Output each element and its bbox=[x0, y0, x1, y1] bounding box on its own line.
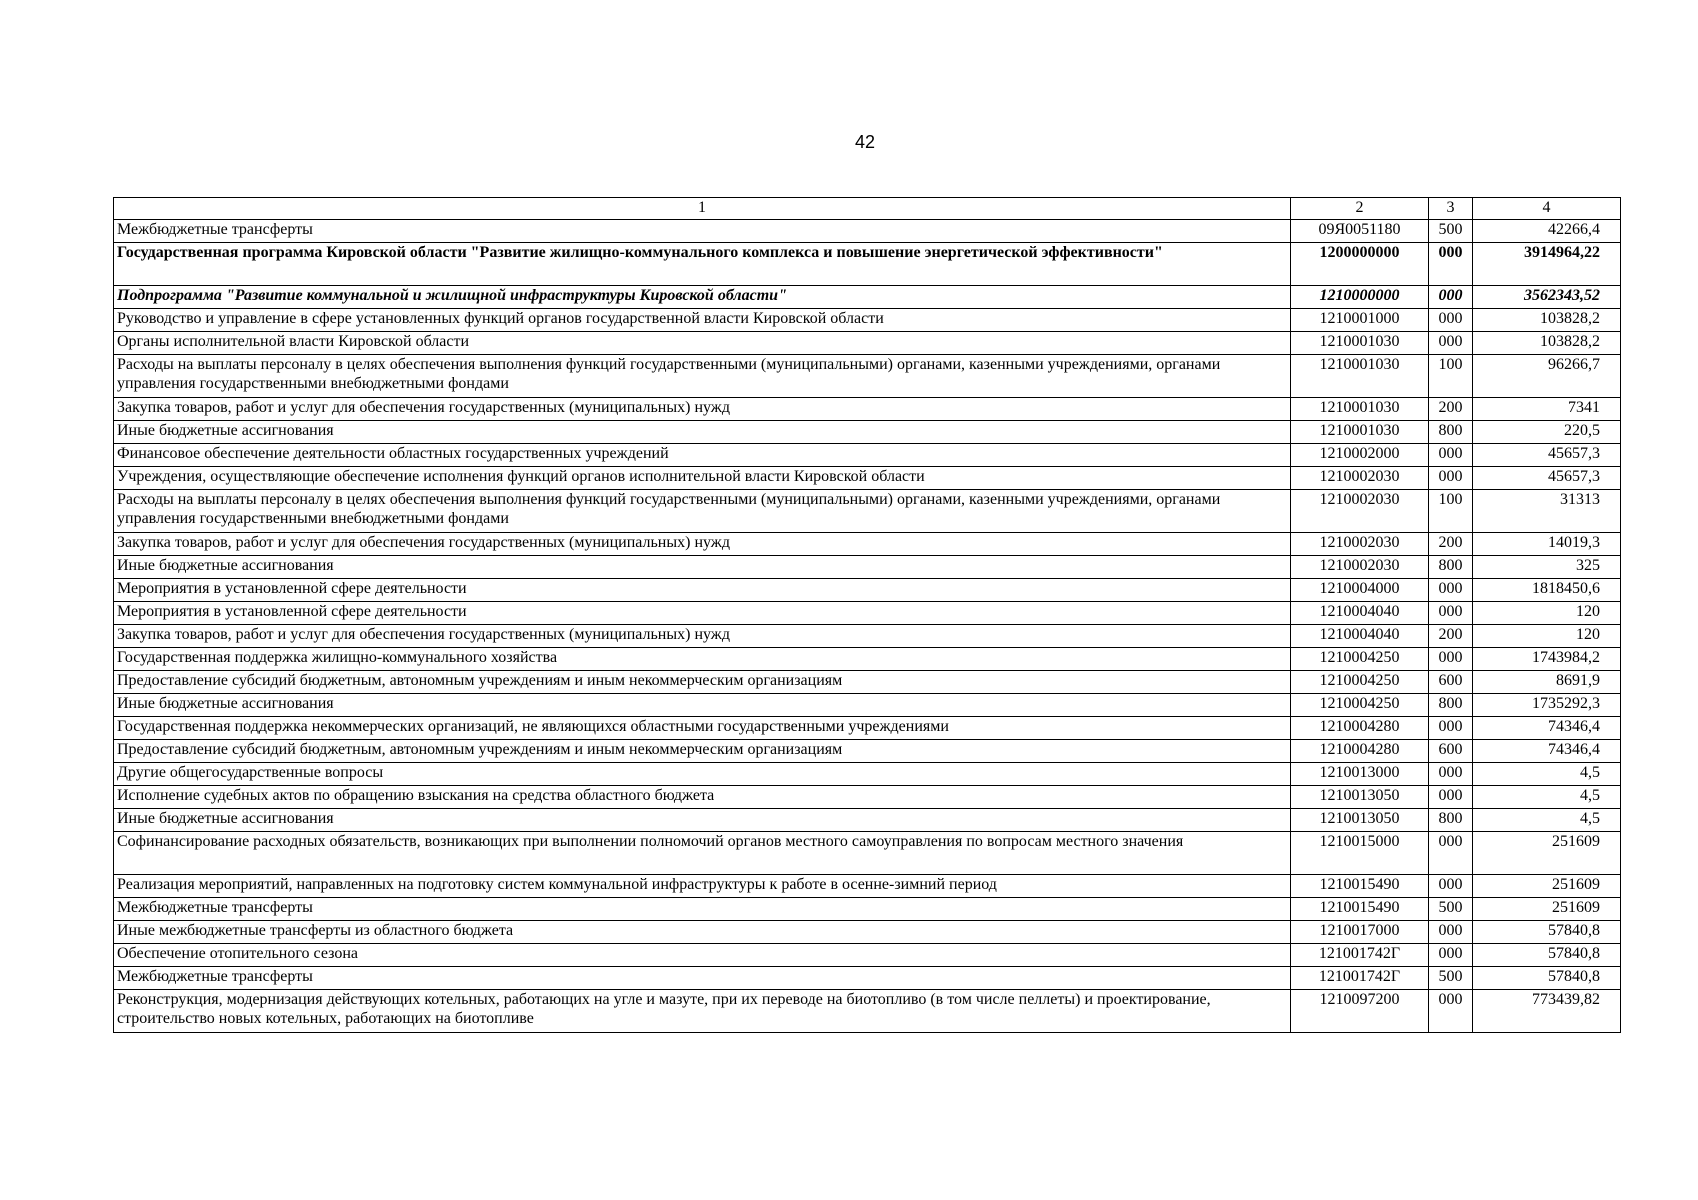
row-sum-cell: 1743984,2 bbox=[1473, 648, 1621, 671]
table-row bbox=[114, 243, 1621, 286]
row-code-cell: 1210013050 bbox=[1291, 809, 1429, 832]
row-name-cell: Межбюджетные трансферты bbox=[114, 220, 1291, 243]
row-code-cell: 1200000000 bbox=[1291, 243, 1429, 286]
row-code-cell: 1210015490 bbox=[1291, 898, 1429, 921]
row-sum-cell: 773439,82 bbox=[1473, 990, 1621, 1033]
row-type-cell: 500 bbox=[1429, 220, 1473, 243]
header-cell-name: 1 bbox=[114, 198, 1291, 220]
row-type-cell: 600 bbox=[1429, 740, 1473, 763]
row-code-cell: 1210004250 bbox=[1291, 694, 1429, 717]
row-sum-cell: 120 bbox=[1473, 625, 1621, 648]
row-sum-cell: 103828,2 bbox=[1473, 332, 1621, 355]
row-code-cell: 1210001030 bbox=[1291, 355, 1429, 398]
row-code-cell: 1210002030 bbox=[1291, 467, 1429, 490]
row-name-cell: Реконструкция, модернизация действующих котельных, работающих на угле и мазуте, при их переводе на биотопливо (в том числе пеллеты) и проектирование, строительство новых котельных, работающих на биотопливе bbox=[114, 990, 1291, 1033]
row-name-cell: Органы исполнительной власти Кировской области bbox=[114, 332, 1291, 355]
table-row bbox=[114, 990, 1621, 1033]
row-sum-cell: 57840,8 bbox=[1473, 944, 1621, 967]
row-name-cell: Подпрограмма "Развитие коммунальной и жилищной инфраструктуры Кировской области" bbox=[114, 286, 1291, 309]
row-code-cell: 121001742Г bbox=[1291, 967, 1429, 990]
row-sum-cell: 7341 bbox=[1473, 398, 1621, 421]
header-cell-type: 3 bbox=[1429, 198, 1473, 220]
row-type-cell: 000 bbox=[1429, 786, 1473, 809]
row-name-cell: Мероприятия в установленной сфере деятельности bbox=[114, 579, 1291, 602]
row-name-cell: Реализация мероприятий, направленных на подготовку систем коммунальной инфраструктуры к работе в осенне-зимний период bbox=[114, 875, 1291, 898]
row-code-cell: 1210004040 bbox=[1291, 625, 1429, 648]
row-name-cell: Руководство и управление в сфере установленных функций органов государственной власти Кировской области bbox=[114, 309, 1291, 332]
row-sum-cell: 120 bbox=[1473, 602, 1621, 625]
row-type-cell: 600 bbox=[1429, 671, 1473, 694]
row-sum-cell: 57840,8 bbox=[1473, 921, 1621, 944]
row-sum-cell: 3562343,52 bbox=[1473, 286, 1621, 309]
row-name-cell: Межбюджетные трансферты bbox=[114, 967, 1291, 990]
table-row bbox=[114, 421, 1621, 444]
row-type-cell: 800 bbox=[1429, 556, 1473, 579]
row-type-cell: 800 bbox=[1429, 694, 1473, 717]
row-code-cell: 1210000000 bbox=[1291, 286, 1429, 309]
row-name-cell: Закупка товаров, работ и услуг для обеспечения государственных (муниципальных) нужд bbox=[114, 625, 1291, 648]
row-sum-cell: 4,5 bbox=[1473, 786, 1621, 809]
table-row bbox=[114, 967, 1621, 990]
row-code-cell: 09Я0051180 bbox=[1291, 220, 1429, 243]
table-row bbox=[114, 286, 1621, 309]
table-row bbox=[114, 763, 1621, 786]
table-row bbox=[114, 490, 1621, 533]
row-sum-cell: 3914964,22 bbox=[1473, 243, 1621, 286]
row-type-cell: 800 bbox=[1429, 809, 1473, 832]
row-type-cell: 200 bbox=[1429, 533, 1473, 556]
row-type-cell: 000 bbox=[1429, 332, 1473, 355]
row-name-cell: Иные бюджетные ассигнования bbox=[114, 809, 1291, 832]
row-name-cell: Исполнение судебных актов по обращению взыскания на средства областного бюджета bbox=[114, 786, 1291, 809]
row-type-cell: 800 bbox=[1429, 421, 1473, 444]
table-row bbox=[114, 717, 1621, 740]
row-name-cell: Предоставление субсидий бюджетным, автономным учреждениям и иным некоммерческим организациям bbox=[114, 671, 1291, 694]
row-code-cell: 1210002030 bbox=[1291, 533, 1429, 556]
row-code-cell: 1210001030 bbox=[1291, 332, 1429, 355]
row-sum-cell: 45657,3 bbox=[1473, 467, 1621, 490]
row-name-cell: Межбюджетные трансферты bbox=[114, 898, 1291, 921]
row-type-cell: 000 bbox=[1429, 875, 1473, 898]
row-sum-cell: 251609 bbox=[1473, 875, 1621, 898]
budget-table bbox=[113, 197, 1621, 1033]
row-type-cell: 000 bbox=[1429, 602, 1473, 625]
row-type-cell: 200 bbox=[1429, 625, 1473, 648]
row-type-cell: 000 bbox=[1429, 944, 1473, 967]
table-row bbox=[114, 921, 1621, 944]
header-cell-sum: 4 bbox=[1473, 198, 1621, 220]
row-type-cell: 000 bbox=[1429, 444, 1473, 467]
row-name-cell: Закупка товаров, работ и услуг для обеспечения государственных (муниципальных) нужд bbox=[114, 533, 1291, 556]
row-code-cell: 1210002000 bbox=[1291, 444, 1429, 467]
row-code-cell: 1210002030 bbox=[1291, 556, 1429, 579]
table-row bbox=[114, 694, 1621, 717]
table-row bbox=[114, 602, 1621, 625]
header-row bbox=[114, 198, 1621, 220]
row-sum-cell: 1818450,6 bbox=[1473, 579, 1621, 602]
row-code-cell: 1210001030 bbox=[1291, 421, 1429, 444]
row-sum-cell: 42266,4 bbox=[1473, 220, 1621, 243]
row-sum-cell: 8691,9 bbox=[1473, 671, 1621, 694]
row-code-cell: 1210015490 bbox=[1291, 875, 1429, 898]
row-name-cell: Обеспечение отопительного сезона bbox=[114, 944, 1291, 967]
row-sum-cell: 4,5 bbox=[1473, 809, 1621, 832]
table-header bbox=[114, 198, 1621, 220]
row-name-cell: Иные бюджетные ассигнования bbox=[114, 556, 1291, 579]
table-row bbox=[114, 444, 1621, 467]
row-name-cell: Расходы на выплаты персоналу в целях обеспечения выполнения функций государственными (муниципальными) органами, казенными учреждениями, органами управления государственными внебюджетными фондами bbox=[114, 490, 1291, 533]
row-name-cell: Софинансирование расходных обязательств, возникающих при выполнении полномочий органов местного самоуправления по вопросам местного значения bbox=[114, 832, 1291, 875]
row-name-cell: Государственная поддержка жилищно-коммунального хозяйства bbox=[114, 648, 1291, 671]
row-sum-cell: 96266,7 bbox=[1473, 355, 1621, 398]
row-name-cell: Учреждения, осуществляющие обеспечение исполнения функций органов исполнительной власти Кировской области bbox=[114, 467, 1291, 490]
row-type-cell: 000 bbox=[1429, 832, 1473, 875]
row-sum-cell: 251609 bbox=[1473, 898, 1621, 921]
row-name-cell: Мероприятия в установленной сфере деятельности bbox=[114, 602, 1291, 625]
row-sum-cell: 57840,8 bbox=[1473, 967, 1621, 990]
row-type-cell: 000 bbox=[1429, 243, 1473, 286]
row-sum-cell: 4,5 bbox=[1473, 763, 1621, 786]
row-code-cell: 1210017000 bbox=[1291, 921, 1429, 944]
row-code-cell: 1210004280 bbox=[1291, 740, 1429, 763]
row-code-cell: 1210013050 bbox=[1291, 786, 1429, 809]
row-type-cell: 100 bbox=[1429, 490, 1473, 533]
row-type-cell: 200 bbox=[1429, 398, 1473, 421]
row-code-cell: 1210004250 bbox=[1291, 648, 1429, 671]
row-name-cell: Государственная программа Кировской области "Развитие жилищно-коммунального комплекса и повышение энергетической эффективности" bbox=[114, 243, 1291, 286]
row-sum-cell: 251609 bbox=[1473, 832, 1621, 875]
row-name-cell: Финансовое обеспечение деятельности областных государственных учреждений bbox=[114, 444, 1291, 467]
row-code-cell: 1210097200 bbox=[1291, 990, 1429, 1033]
row-type-cell: 000 bbox=[1429, 579, 1473, 602]
table-row bbox=[114, 944, 1621, 967]
row-name-cell: Иные бюджетные ассигнования bbox=[114, 694, 1291, 717]
table-row bbox=[114, 355, 1621, 398]
row-code-cell: 121001742Г bbox=[1291, 944, 1429, 967]
row-code-cell: 1210004250 bbox=[1291, 671, 1429, 694]
row-code-cell: 1210015000 bbox=[1291, 832, 1429, 875]
row-type-cell: 000 bbox=[1429, 467, 1473, 490]
row-name-cell: Иные бюджетные ассигнования bbox=[114, 421, 1291, 444]
row-name-cell: Предоставление субсидий бюджетным, автономным учреждениям и иным некоммерческим организациям bbox=[114, 740, 1291, 763]
table-row bbox=[114, 671, 1621, 694]
row-code-cell: 1210002030 bbox=[1291, 490, 1429, 533]
row-sum-cell: 220,5 bbox=[1473, 421, 1621, 444]
table-row bbox=[114, 332, 1621, 355]
row-name-cell: Иные межбюджетные трансферты из областного бюджета bbox=[114, 921, 1291, 944]
row-sum-cell: 103828,2 bbox=[1473, 309, 1621, 332]
row-code-cell: 1210001030 bbox=[1291, 398, 1429, 421]
header-cell-code: 2 bbox=[1291, 198, 1429, 220]
table-row bbox=[114, 533, 1621, 556]
table-body bbox=[114, 220, 1621, 1033]
row-type-cell: 500 bbox=[1429, 898, 1473, 921]
row-type-cell: 000 bbox=[1429, 286, 1473, 309]
table-row bbox=[114, 832, 1621, 875]
table-row bbox=[114, 898, 1621, 921]
row-type-cell: 000 bbox=[1429, 309, 1473, 332]
row-code-cell: 1210004280 bbox=[1291, 717, 1429, 740]
page-number: 42 bbox=[854, 132, 876, 152]
table-row bbox=[114, 740, 1621, 763]
row-type-cell: 000 bbox=[1429, 921, 1473, 944]
row-name-cell: Другие общегосударственные вопросы bbox=[114, 763, 1291, 786]
table-row bbox=[114, 875, 1621, 898]
row-sum-cell: 74346,4 bbox=[1473, 740, 1621, 763]
row-sum-cell: 31313 bbox=[1473, 490, 1621, 533]
table-row bbox=[114, 556, 1621, 579]
row-sum-cell: 45657,3 bbox=[1473, 444, 1621, 467]
row-code-cell: 1210001000 bbox=[1291, 309, 1429, 332]
row-sum-cell: 74346,4 bbox=[1473, 717, 1621, 740]
row-sum-cell: 14019,3 bbox=[1473, 533, 1621, 556]
row-name-cell: Государственная поддержка некоммерческих организаций, не являющихся областными государственными учреждениями bbox=[114, 717, 1291, 740]
table-row bbox=[114, 809, 1621, 832]
row-type-cell: 000 bbox=[1429, 717, 1473, 740]
row-type-cell: 500 bbox=[1429, 967, 1473, 990]
table-row bbox=[114, 398, 1621, 421]
table-row bbox=[114, 467, 1621, 490]
row-code-cell: 1210004000 bbox=[1291, 579, 1429, 602]
table-row bbox=[114, 648, 1621, 671]
row-type-cell: 000 bbox=[1429, 763, 1473, 786]
row-sum-cell: 325 bbox=[1473, 556, 1621, 579]
row-code-cell: 1210004040 bbox=[1291, 602, 1429, 625]
row-sum-cell: 1735292,3 bbox=[1473, 694, 1621, 717]
row-type-cell: 000 bbox=[1429, 990, 1473, 1033]
row-type-cell: 000 bbox=[1429, 648, 1473, 671]
table-row bbox=[114, 625, 1621, 648]
row-code-cell: 1210013000 bbox=[1291, 763, 1429, 786]
row-type-cell: 100 bbox=[1429, 355, 1473, 398]
table-row bbox=[114, 579, 1621, 602]
table-row bbox=[114, 786, 1621, 809]
table-row bbox=[114, 220, 1621, 243]
row-name-cell: Закупка товаров, работ и услуг для обеспечения государственных (муниципальных) нужд bbox=[114, 398, 1291, 421]
row-name-cell: Расходы на выплаты персоналу в целях обеспечения выполнения функций государственными (муниципальными) органами, казенными учреждениями, органами управления государственными внебюджетными фондами bbox=[114, 355, 1291, 398]
table-row bbox=[114, 309, 1621, 332]
